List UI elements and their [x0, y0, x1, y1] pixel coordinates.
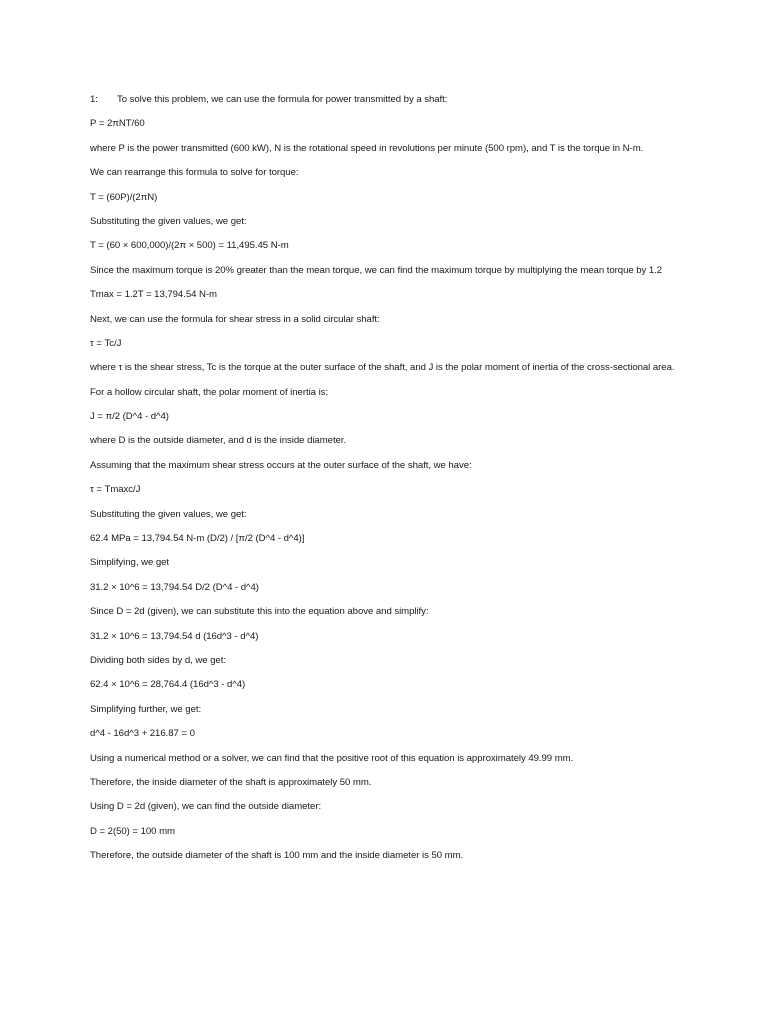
paragraph-simplifying: Simplifying, we get [90, 557, 170, 569]
formula-tmax: Tmax = 1.2T = 13,794.54 N-m [90, 289, 217, 301]
paragraph-shear-definition: where τ is the shear stress, Tc is the torque at the outer surface of the shaft, and J is the polar moment of inertia of the cross-sectional area. [90, 362, 675, 374]
paragraph-substitute: Substituting the given values, we get: [90, 215, 247, 227]
paragraph-assumption: Assuming that the maximum shear stress occurs at the outer surface of the shaft, we have: [90, 459, 472, 471]
formula-torque: T = (60P)/(2πN) [90, 191, 158, 203]
paragraph-substitute-d: Since D = 2d (given), we can substitute this into the equation above and simplify: [90, 606, 429, 618]
paragraph-inside-diameter: Therefore, the inside diameter of the shaft is approximately 50 mm. [90, 776, 372, 788]
formula-power: P = 2πNT/60 [90, 118, 145, 130]
numbered-paragraph [90, 92, 680, 107]
formula-shear-max: τ = Tmaxc/J [90, 484, 141, 496]
item-number: 1: [90, 94, 98, 105]
formula-torque-value: T = (60 × 600,000)/(2π × 500) = 11,495.45 N-m [90, 240, 289, 252]
paragraph-conclusion: Therefore, the outside diameter of the shaft is 100 mm and the inside diameter is 50 mm. [90, 850, 464, 862]
paragraph-shear-formula: Next, we can use the formula for shear stress in a solid circular shaft: [90, 313, 380, 325]
formula-polynomial: d^4 - 16d^3 + 216.87 = 0 [90, 728, 195, 740]
formula-polar-moment: J = π/2 (D^4 - d^4) [90, 411, 169, 423]
document-body [90, 92, 680, 873]
paragraph-max-torque: Since the maximum torque is 20% greater than the mean torque, we can find the maximum torque by multiplying the mean torque by 1.2 [90, 264, 663, 276]
formula-shear: τ = Tc/J [90, 337, 122, 349]
formula-outside-diameter: D = 2(50) = 100 mm [90, 825, 175, 837]
formula-simplified-1: 31.2 × 10^6 = 13,794.54 D/2 (D^4 - d^4) [90, 581, 259, 593]
formula-shear-substituted: 62.4 MPa = 13,794.54 N-m (D/2) / [π/2 (D^4 - d^4)] [90, 533, 305, 545]
paragraph-rearrange: We can rearrange this formula to solve for torque: [90, 167, 299, 179]
formula-simplified-2: 31.2 × 10^6 = 13,794.54 d (16d^3 - d^4) [90, 630, 259, 642]
paragraph-diameter-definition: where D is the outside diameter, and d is the inside diameter. [90, 435, 347, 447]
paragraph-power-definition: where P is the power transmitted (600 kW), N is the rotational speed in revolutions per minute (500 rpm), and T is the torque in N-m. [90, 142, 644, 154]
paragraph-hollow-shaft: For a hollow circular shaft, the polar moment of inertia is: [90, 386, 329, 398]
paragraph-numerical-root: Using a numerical method or a solver, we can find that the positive root of this equation is approximately 49.99 mm. [90, 752, 574, 764]
paragraph-dividing: Dividing both sides by d, we get: [90, 654, 226, 666]
paragraph-outside-method: Using D = 2d (given), we can find the outside diameter: [90, 801, 322, 813]
paragraph-intro: To solve this problem, we can use the formula for power transmitted by a shaft: [117, 94, 448, 105]
paragraph-simplifying-further: Simplifying further, we get: [90, 703, 202, 715]
paragraph-substitute-2: Substituting the given values, we get: [90, 508, 247, 520]
formula-simplified-3: 62.4 × 10^6 = 28,764.4 (16d^3 - d^4) [90, 679, 246, 691]
